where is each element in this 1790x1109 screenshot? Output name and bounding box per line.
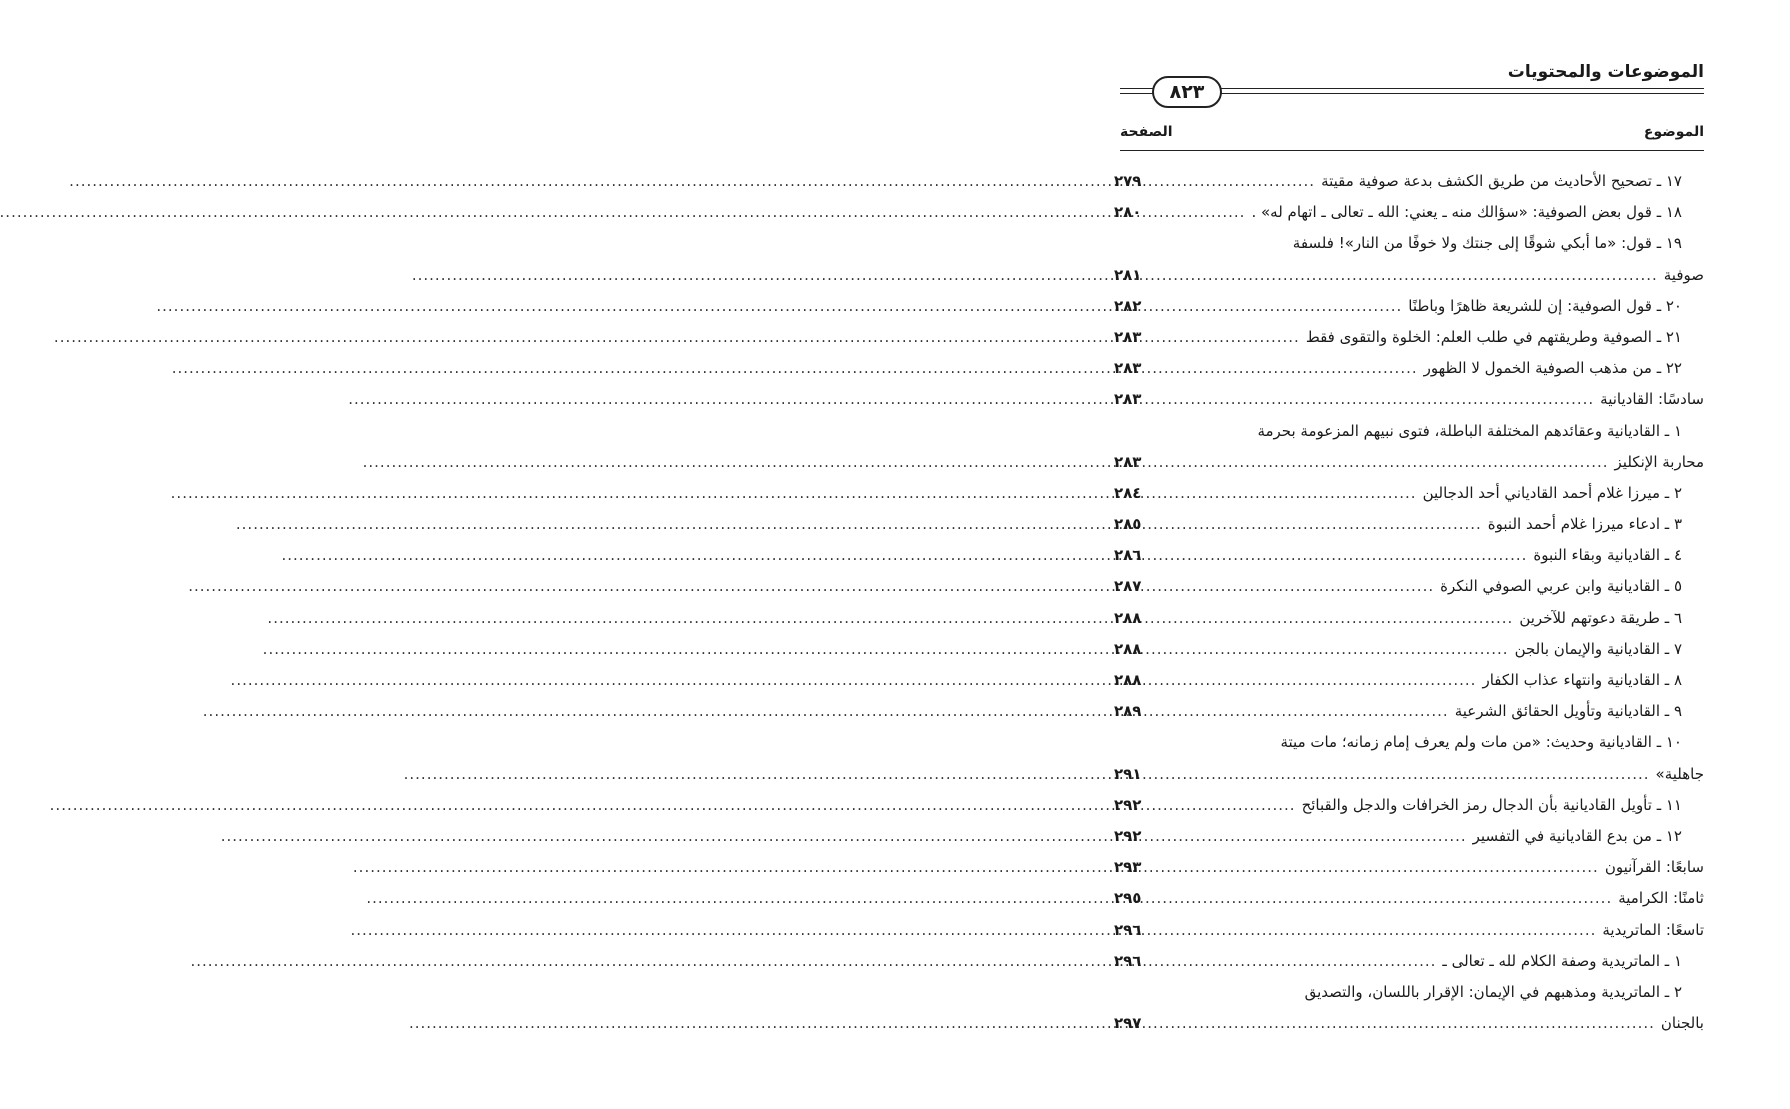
toc-entry [1114, 197, 1704, 228]
toc-entry-text: ٢ ـ الماتريدية ومذهبهم في الإيمان: الإقرار باللسان، والتصديق [1304, 982, 1682, 1001]
toc-entry [1114, 228, 1704, 259]
header-rule-left-bottom [1120, 93, 1154, 94]
toc-entry [1114, 447, 1704, 478]
book-page [1034, 0, 1790, 1109]
header-rule-left-top [1120, 88, 1154, 89]
dot-leader [1164, 1008, 1655, 1039]
toc-entry-text: ٢٠ ـ قول الصوفية: إن للشريعة ظاهرًا وباطنًا [1408, 296, 1682, 315]
toc-entry [1114, 665, 1704, 696]
column-header-rule [1120, 150, 1704, 151]
toc-entry [1114, 478, 1704, 509]
toc-entry-page: ٢٩٢ [1114, 826, 1142, 845]
dot-leader [1164, 260, 1658, 291]
dot-leader [1164, 571, 1434, 602]
toc-entry-page: ٢٨٠ [1114, 203, 1142, 222]
dot-leader [1164, 322, 1300, 353]
dot-leader [1164, 540, 1527, 571]
toc-entry-text: جاهلية» [1655, 764, 1704, 783]
toc-entry-page: ٢٨٨ [1114, 639, 1142, 658]
dot-leader [1164, 447, 1609, 478]
dot-leader [1164, 915, 1596, 946]
toc-entry-text: ثامنًا: الكرامية [1618, 889, 1704, 908]
dot-leader [1164, 883, 1612, 914]
toc-entry-page: ٢٨٩ [1114, 702, 1142, 721]
toc-entry-text: ١٢ ـ من بدع القاديانية في التفسير [1472, 826, 1682, 845]
page-number: ٨٢٣ [1169, 80, 1205, 103]
toc-entry-text: سابعًا: القرآنيون [1604, 858, 1704, 877]
dot-leader [1164, 478, 1417, 509]
toc-entry-page: ٢٩١ [1114, 764, 1142, 783]
dot-leader [1164, 790, 1296, 821]
toc-entry-page: ٢٩٦ [1114, 951, 1142, 970]
toc-entry-text: ٧ ـ القاديانية والإيمان بالجن [1514, 639, 1682, 658]
toc-entry [1114, 603, 1704, 634]
toc-entry-text: ١١ ـ تأويل القاديانية بأن الدجال رمز الخرافات والدجل والقبائح [1301, 795, 1682, 814]
toc-entry-text: صوفية [1663, 265, 1704, 284]
toc-entry [1114, 166, 1704, 197]
toc-entry-page: ٢٨٣ [1114, 452, 1142, 471]
toc-entry-page: ٢٨١ [1114, 265, 1142, 284]
toc-entry [1114, 322, 1704, 353]
toc-entry-text: تاسعًا: الماتريدية [1602, 920, 1704, 939]
toc-entry [1114, 571, 1704, 602]
dot-leader [1164, 166, 1315, 197]
toc-entry [1114, 883, 1704, 914]
toc-entry [1114, 977, 1704, 1008]
toc-entry-page: ٢٨٣ [1114, 359, 1142, 378]
dot-leader [1164, 603, 1513, 634]
toc-entry-page: ٢٨٣ [1114, 390, 1142, 409]
toc-entry-page: ٢٨٥ [1114, 515, 1142, 534]
toc-entry-text: ٩ ـ القاديانية وتأويل الحقائق الشرعية [1454, 702, 1682, 721]
toc-entry [1114, 291, 1704, 322]
toc-entry-text: ٤ ـ القاديانية وبقاء النبوة [1533, 546, 1682, 565]
toc-entry-text: ٥ ـ القاديانية وابن عربي الصوفي النكرة [1440, 577, 1682, 596]
toc-entry-text: محاربة الإنكليز [1614, 452, 1704, 471]
dot-leader [1164, 197, 1245, 228]
toc-entry [1114, 696, 1704, 727]
toc-entry-page: ٢٨٦ [1114, 546, 1142, 565]
toc-entry [1114, 634, 1704, 665]
toc-entry [1114, 821, 1704, 852]
toc-entry-text: ٦ ـ طريقة دعوتهم للآخرين [1519, 608, 1682, 627]
toc-entry-text: ١٨ ـ قول بعض الصوفية: «سؤالك منه ـ يعني: الله ـ تعالى ـ اتهام له» . [1251, 203, 1682, 222]
toc-entry-page: ٢٨٣ [1114, 327, 1142, 346]
toc-entry [1114, 852, 1704, 883]
dot-leader [1164, 696, 1449, 727]
toc-entry [1114, 727, 1704, 758]
dot-leader [1164, 946, 1436, 977]
header-rule-top [1220, 88, 1704, 89]
toc-entry [1114, 790, 1704, 821]
column-header-topic: الموضوع [1643, 124, 1704, 140]
toc-entry-text: ١ ـ الماتريدية وصفة الكلام لله ـ تعالى ـ [1442, 951, 1682, 970]
toc-entry-text: بالجنان [1660, 1014, 1704, 1033]
column-header-page: الصفحة [1120, 124, 1173, 140]
toc-entry [1114, 540, 1704, 571]
toc-entry-page: ٢٨٤ [1114, 483, 1142, 502]
page-number-badge [1152, 76, 1222, 108]
toc-entry-text: ١٧ ـ تصحيح الأحاديث من طريق الكشف بدعة صوفية مقيتة [1321, 172, 1682, 190]
toc-entry-page: ٢٨٨ [1114, 608, 1142, 627]
toc-entry-page: ٢٨٢ [1114, 296, 1142, 315]
toc-entry [1114, 509, 1704, 540]
dot-leader [1164, 634, 1509, 665]
toc-entry [1114, 260, 1704, 291]
toc-entry-page: ٢٨٧ [1114, 577, 1142, 596]
toc-entry-page: ٢٧٩ [1114, 172, 1142, 190]
dot-leader [1164, 759, 1650, 790]
toc-entry-text: ٨ ـ القاديانية وانتهاء عذاب الكفار [1482, 671, 1682, 689]
toc-entry-text: ١٠ ـ القاديانية وحديث: «من مات ولم يعرف إمام زمانه؛ مات ميتة [1280, 733, 1682, 752]
dot-leader [1164, 852, 1599, 883]
toc-entry [1114, 759, 1704, 790]
toc-entry-page: ٢٩٣ [1114, 858, 1142, 877]
dot-leader [1164, 291, 1402, 322]
header-rule-bottom [1220, 93, 1704, 94]
dot-leader [1164, 665, 1476, 696]
toc-entry [1114, 915, 1704, 946]
toc-list [1114, 166, 1704, 1039]
toc-entry-page: ٢٨٨ [1114, 671, 1142, 689]
toc-entry-text: ١ ـ القاديانية وعقائدهم المختلفة الباطلة، فتوى نبيهم المزعومة بحرمة [1257, 421, 1682, 440]
toc-entry-text: ٢ ـ ميرزا غلام أحمد القادياني أحد الدجالين [1422, 483, 1682, 502]
toc-entry [1114, 353, 1704, 384]
running-title: الموضوعات والمحتويات [1507, 62, 1704, 82]
dot-leader [1164, 384, 1594, 415]
toc-entry-page: ٢٩٥ [1114, 889, 1142, 908]
toc-entry-text: ٣ ـ ادعاء ميرزا غلام أحمد النبوة [1487, 515, 1682, 534]
toc-entry-page: ٢٩٢ [1114, 795, 1142, 814]
toc-entry [1114, 1008, 1704, 1039]
toc-entry-text: ١٩ ـ قول: «ما أبكي شوقًا إلى جنتك ولا خوفًا من النار»! فلسفة [1292, 234, 1682, 253]
toc-entry-page: ٢٩٦ [1114, 920, 1142, 939]
toc-entry-text: ٢٢ ـ من مذهب الصوفية الخمول لا الظهور [1423, 359, 1682, 378]
dot-leader [1164, 821, 1467, 852]
toc-entry [1114, 946, 1704, 977]
toc-entry-text: ٢١ ـ الصوفية وطريقتهم في طلب العلم: الخلوة والتقوى فقط [1305, 327, 1682, 346]
toc-entry-text: سادسًا: القاديانية [1600, 390, 1704, 409]
toc-entry [1114, 416, 1704, 447]
toc-entry [1114, 384, 1704, 415]
dot-leader [1164, 509, 1482, 540]
dot-leader [1164, 353, 1418, 384]
toc-entry-page: ٢٩٧ [1114, 1014, 1142, 1033]
